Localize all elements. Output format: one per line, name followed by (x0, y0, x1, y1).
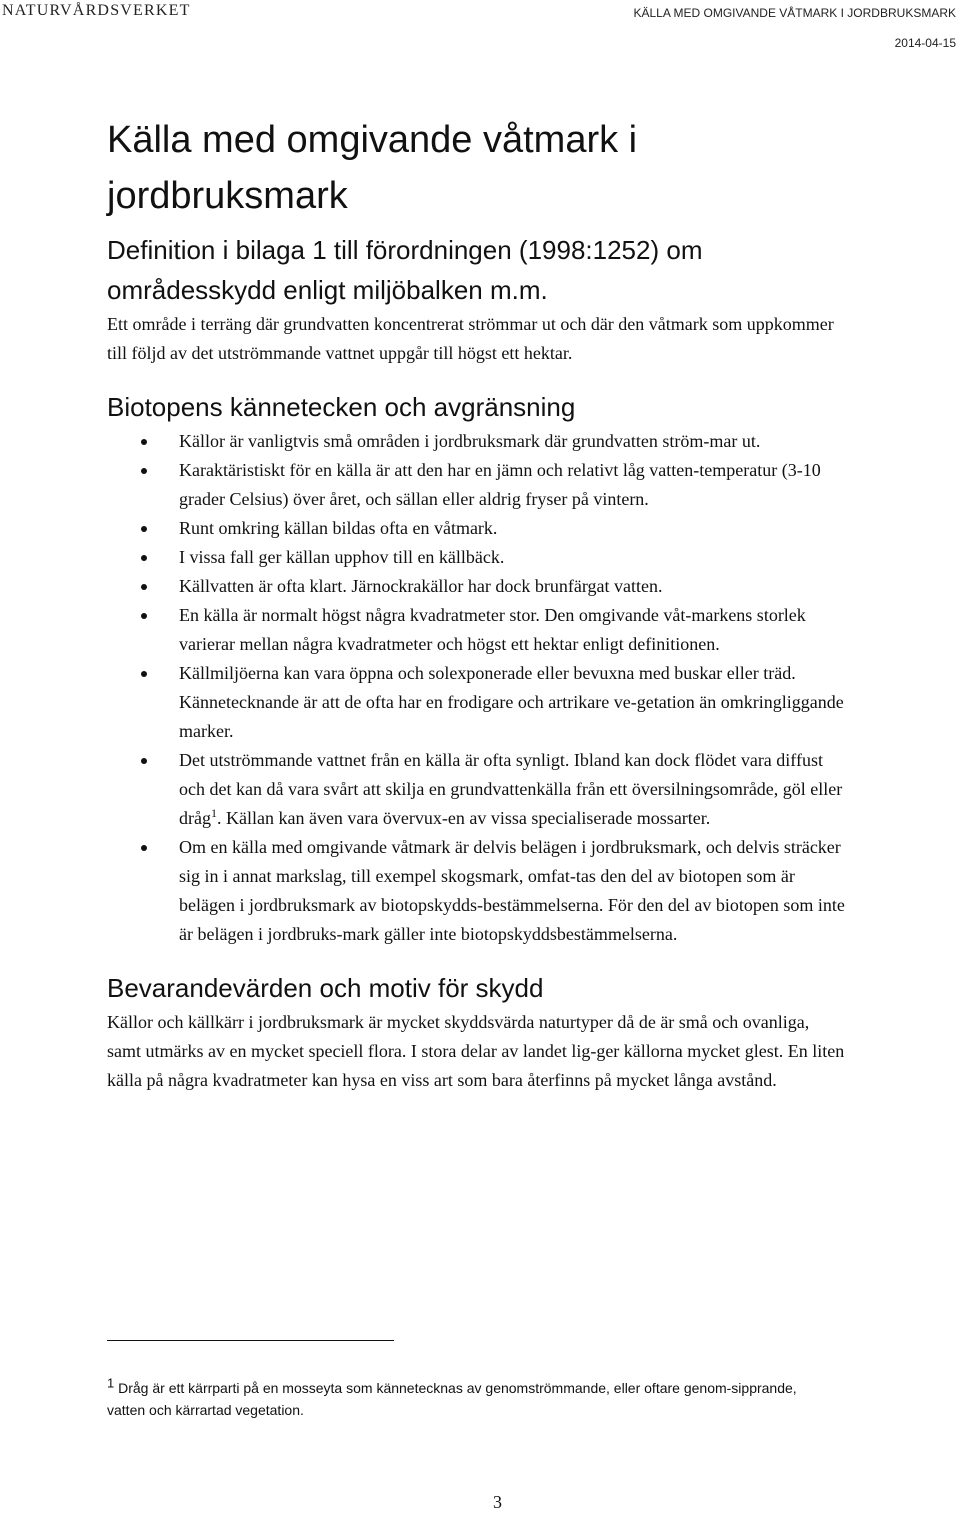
values-text: Källor och källkärr i jordbruksmark är mycket skyddsvärda naturtyper då de är små och ovanliga, samt utmärks av en mycket speciell flora. I stora delar av landet lig-ger källorna mycket glest. En liten källa på några kvadratmeter kan hysa en viss art som bara återfinns på mycket långa avstånd. (107, 1012, 845, 1090)
list-item: I vissa fall ger källan upphov till en källbäck. (107, 543, 847, 572)
bullet-icon (141, 439, 147, 445)
footnote-reference[interactable]: 1 (210, 806, 217, 820)
definition-text: Ett område i terräng där grundvatten koncentrerat strömmar ut och där den våtmark som uppkommer till följd av det utströmmande vattnet uppgår till högst ett hektar. (107, 314, 834, 363)
list-item: Om en källa med omgivande våtmark är delvis belägen i jordbruksmark, och delvis sträcker sig in i annat markslag, till exempel skogsmark, omfat-tas den del av biotopen som är belägen i jordbruksmark av biotopskydds-bestämmelserna. För den del av biotopen som inte är belägen i jordbruks-mark gäller inte biotopskyddsbestämmelserna. (107, 833, 847, 949)
list-item: Det utströmmande vattnet från en källa är ofta synligt. Ibland kan dock flödet vara diffust och det kan då vara svårt att skilja en grundvattenkälla från ett översilningsområde, göl eller dråg$^1$. Källan kan även vara övervux-en av vissa specialiserade mossarter. (107, 746, 847, 833)
bullet-icon (141, 758, 147, 764)
bullet-icon (141, 468, 147, 474)
list-item: Karaktäristiskt för en källa är att den har en jämn och relativt låg vatten-temperatur (3-10 grader Celsius) över året, och sällan eller aldrig fryser på vintern. (107, 456, 847, 514)
bullet-icon (141, 671, 147, 677)
list-item: Källmiljöerna kan vara öppna och solexponerade eller bevuxna med buskar eller träd. Kännetecknande är att de ofta har en frodigare och artrikare ve-getation än omkringliggande marker. (107, 659, 847, 746)
values-heading: Bevarandevärden och motiv för skydd (107, 973, 544, 1003)
bullet-icon (141, 845, 147, 851)
footnote-divider (107, 1340, 394, 1341)
header-brand: NATURVÅRDSVERKET (2, 2, 191, 19)
bullet-icon (141, 613, 147, 619)
header-date: 2014-04-15 (894, 36, 956, 50)
list-item: En källa är normalt högst några kvadratmeter stor. Den omgivande våt-markens storlek varierar mellan några kvadratmeter och högst ett hektar enligt definitionen. (107, 601, 847, 659)
footnote-text: Dråg är ett kärrparti på en mosseyta som kännetecknas av genomströmmande, eller oftare genom-sipprande, vatten och kärrartad vegetation. (107, 1380, 797, 1418)
bullet-icon (141, 526, 147, 532)
document-content (107, 112, 847, 1095)
biotope-heading: Biotopens kännetecken och avgränsning (107, 392, 576, 422)
list-item: Källvatten är ofta klart. Järnockrakällor har dock brunfärgat vatten. (107, 572, 847, 601)
page-title: Källa med omgivande våtmark i jordbruksmark (107, 119, 638, 217)
header-document-title: KÄLLA MED OMGIVANDE VÅTMARK I JORDBRUKSMARK (633, 6, 956, 20)
bullet-icon (141, 584, 147, 590)
footnote (107, 1377, 837, 1421)
bullet-icon (141, 555, 147, 561)
list-item: Runt omkring källan bildas ofta en våtmark. (107, 514, 847, 543)
page-number: 3 (493, 1492, 502, 1512)
biotope-bullet-list (107, 427, 847, 949)
definition-heading: Definition i bilaga 1 till förordningen (1998:1252) om områdesskydd enligt miljöbalken m.m. (107, 235, 703, 305)
footnote-number: 1 (107, 1375, 115, 1391)
list-item: Källor är vanligtvis små områden i jordbruksmark där grundvatten ström-mar ut. (107, 427, 847, 456)
